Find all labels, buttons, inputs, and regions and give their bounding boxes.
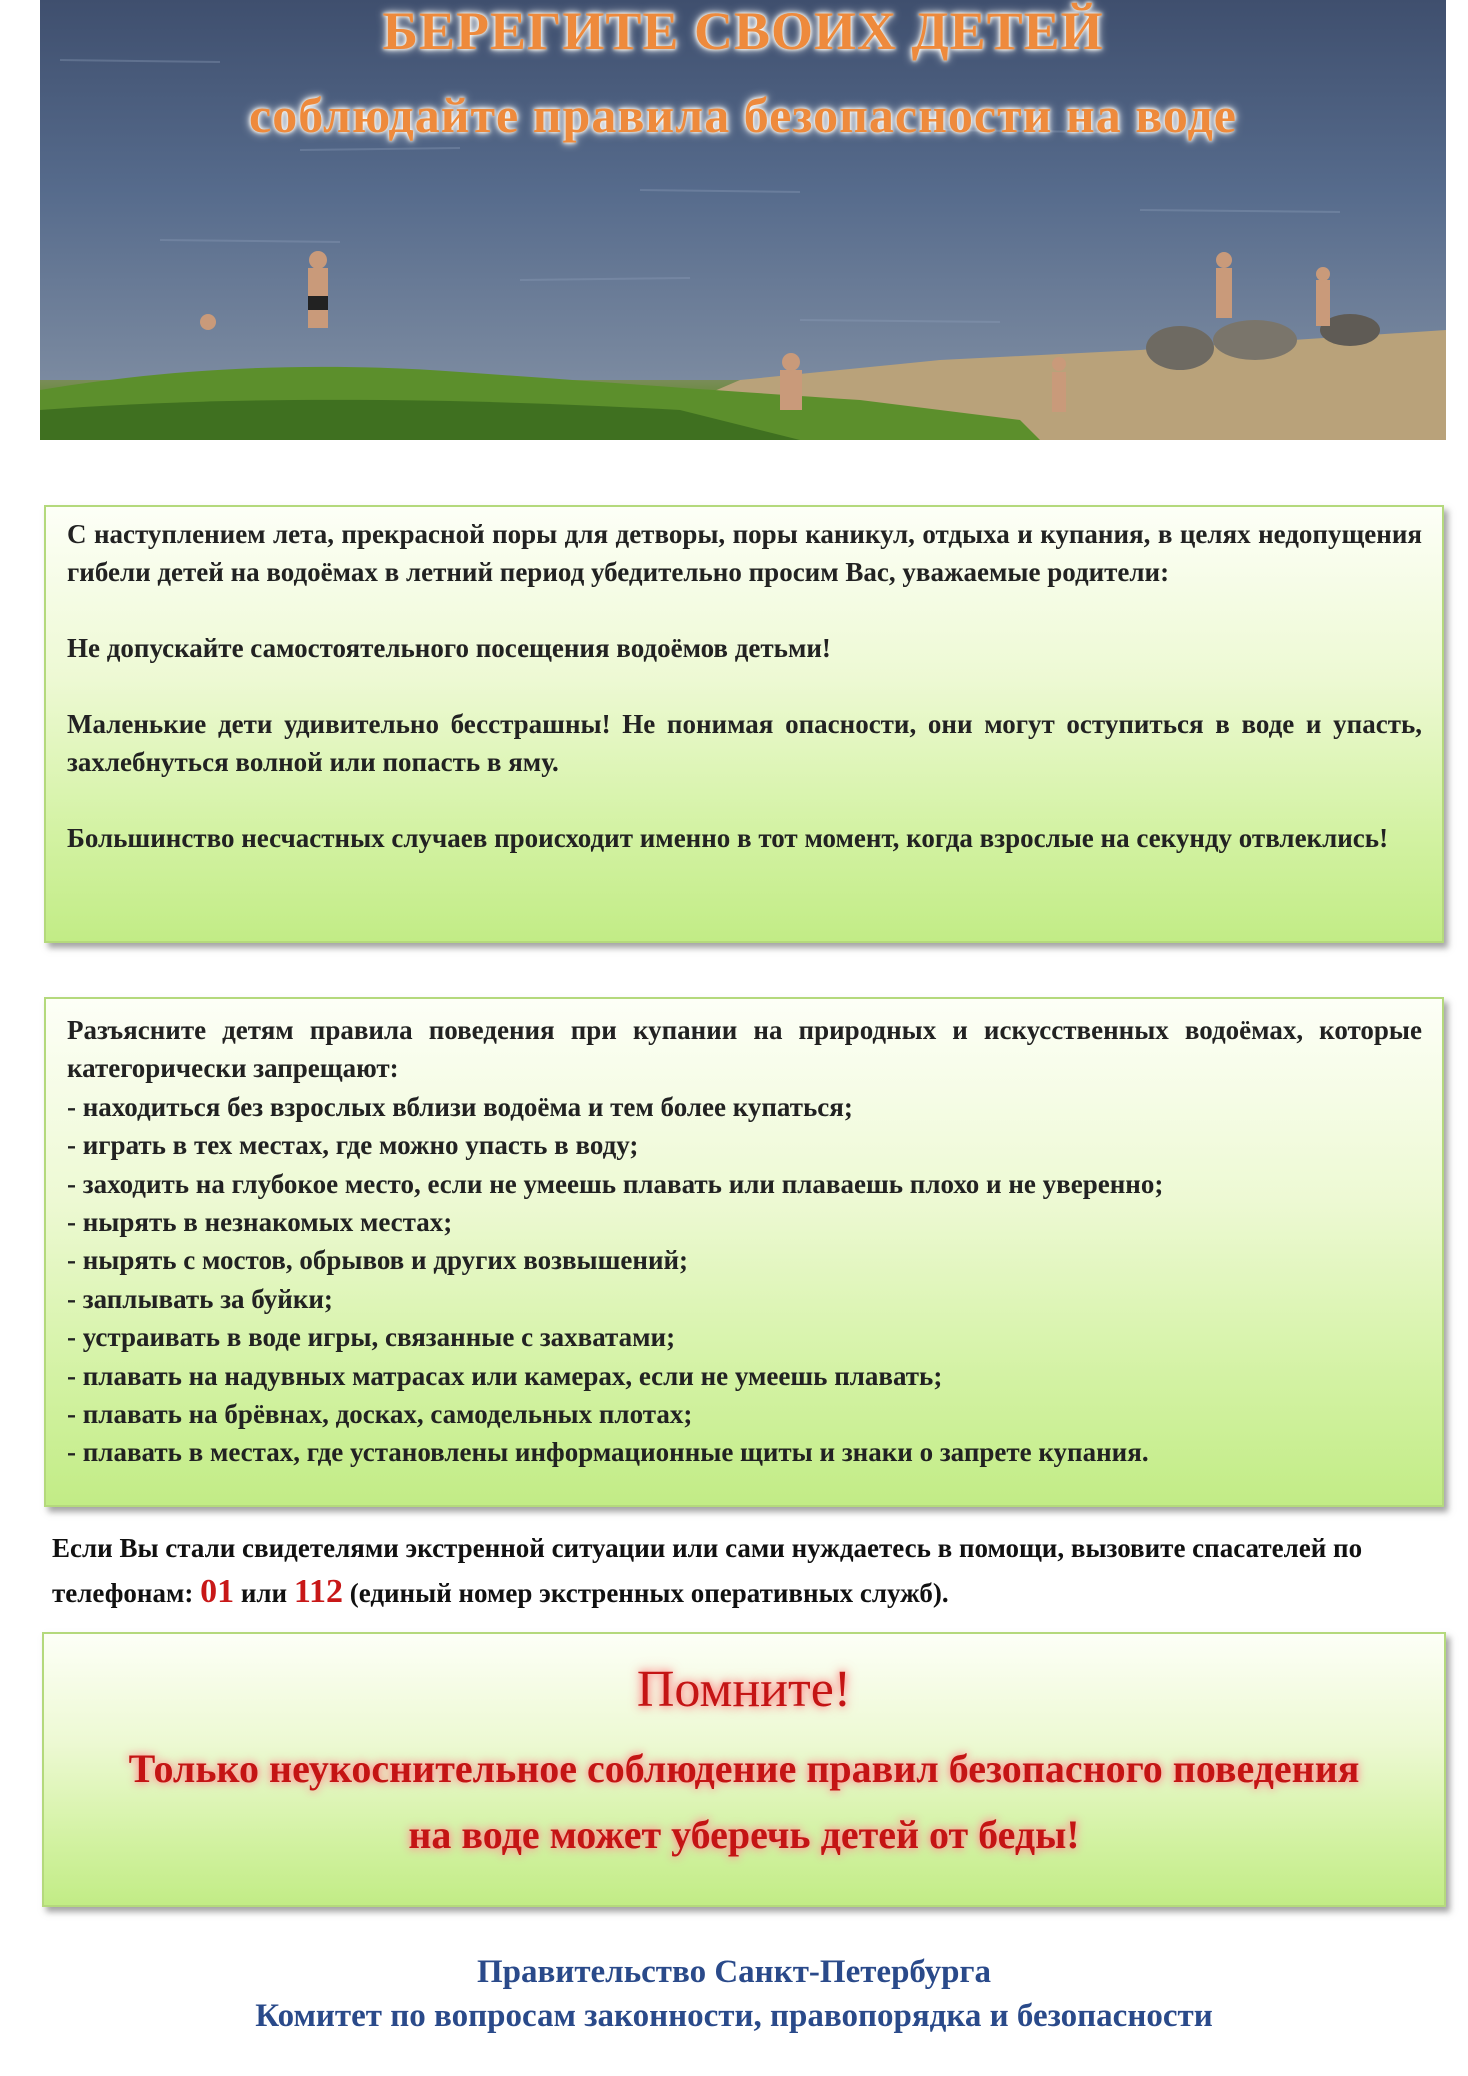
emergency-text: Если Вы стали свидетелями экстренной ситуации или сами нуждаетесь в помощи, вызовите спасателей по телефонам:: [52, 1533, 1363, 1608]
rules-intro: Разъясните детям правила поведения при купании на природных и искусственных водоёмах, которые категорически запрещают:: [67, 1015, 1422, 1084]
header-banner: [40, 0, 1446, 440]
list-item: - нырять в незнакомых местах;: [67, 1207, 453, 1238]
remember-panel: [42, 1632, 1446, 1907]
emergency-contacts: [52, 1526, 1447, 1615]
banner-subtitle: соблюдайте правила безопасности на воде: [249, 87, 1237, 143]
banner-title: БЕРЕГИТЕ СВОИХ ДЕТЕЙ: [382, 1, 1104, 61]
committee-name: Комитет по вопросам законности, правопорядка и безопасности: [255, 1998, 1213, 2034]
appeal-paragraph: С наступлением лета, прекрасной поры для детворы, поры каникул, отдыха и купания, в целях недопущения гибели детей на водоёмах в летний период убедительно просим Вас, уважаемые родители:: [67, 519, 1422, 587]
remember-message: [44, 1736, 1444, 1868]
list-item: - заплывать за буйки;: [67, 1283, 333, 1314]
remember-line: на воде может уберечь детей от беды!: [408, 1812, 1080, 1857]
list-item: - заходить на глубокое место, если не умеешь плавать или плаваешь плохо и не уверенно;: [67, 1168, 1164, 1199]
emergency-or: или: [234, 1578, 294, 1608]
emergency-note: (единый номер экстренных оперативных служб).: [342, 1578, 949, 1608]
list-item: - плавать на надувных матрасах или камерах, если не умеешь плавать;: [67, 1360, 943, 1391]
phone-number-112: 112: [293, 1573, 343, 1610]
remember-line: Только неукоснительное соблюдение правил безопасного поведения: [128, 1746, 1360, 1791]
remember-title: Помните!: [636, 1661, 852, 1718]
government-name: Правительство Санкт-Петербурга: [476, 1954, 992, 1990]
list-item: - играть в тех местах, где можно упасть в воду;: [67, 1130, 639, 1161]
list-item: - нырять с мостов, обрывов и других возвышений;: [67, 1245, 689, 1276]
appeal-paragraph: Не допускайте самостоятельного посещения водоёмов детьми!: [67, 633, 831, 663]
list-item: - устраивать в воде игры, связанные с захватами;: [67, 1322, 676, 1353]
appeal-paragraph: Большинство несчастных случаев происходит именно в тот момент, когда взрослые на секунду отвлеклись!: [67, 823, 1389, 853]
issuer-footer: [0, 1950, 1468, 2038]
phone-number-01: 01: [200, 1573, 235, 1610]
appeal-paragraph: Маленькие дети удивительно бесстрашны! Не понимая опасности, они могут оступиться в воде и упасть, захлебнуться волной или попасть в яму.: [67, 709, 1422, 777]
parents-appeal-panel: [44, 505, 1444, 943]
beach-scene-image: [40, 0, 1446, 440]
rules-panel: [44, 997, 1444, 1507]
list-item: - плавать в местах, где установлены информационные щиты и знаки о запрете купания.: [67, 1437, 1149, 1468]
list-item: - находиться без взрослых вблизи водоёма и тем более купаться;: [67, 1091, 853, 1122]
list-item: - плавать на брёвнах, досках, самодельных плотах;: [67, 1399, 693, 1430]
rules-list: [67, 1088, 1422, 1472]
